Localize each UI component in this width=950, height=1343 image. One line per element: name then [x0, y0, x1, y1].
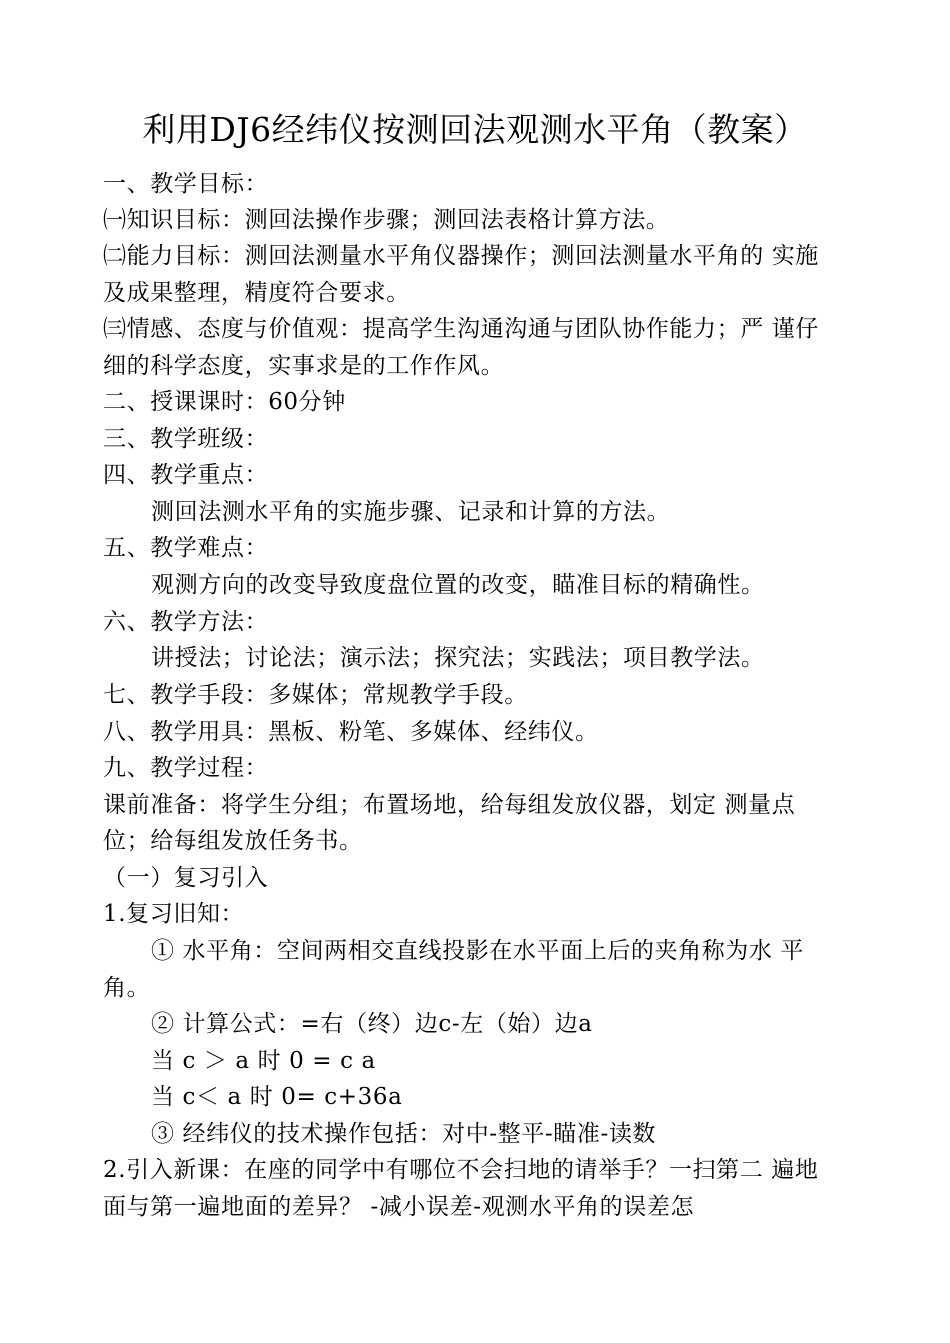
preparation-line-2: 位；给每组发放任务书。	[103, 828, 363, 854]
operation-steps: ③ 经纬仪的技术操作包括：对中-整平-瞄准-读数	[151, 1121, 657, 1147]
section-heading-difficulties: 五、教学难点：	[103, 535, 269, 561]
section-heading-process: 九、教学过程：	[103, 755, 269, 781]
knowledge-objective: ㈠知识目标：测回法操作步骤；测回法表格计算方法。	[103, 207, 670, 233]
attitude-objective-line-2: 细的科学态度，实事求是的工作作风。	[103, 353, 505, 379]
preparation-line-1: 课前准备：将学生分组；布置场地，给每组发放仪器，划定 测量点	[103, 792, 796, 818]
section-heading-class-hours: 二、授课课时：60分钟	[103, 389, 346, 415]
horizontal-angle-definition-line-1: ① 水平角：空间两相交直线投影在水平面上后的夹角称为水 平	[151, 938, 805, 964]
section-teaching-tools: 八、教学用具：黑板、粉笔、多媒体、经纬仪。	[103, 719, 599, 745]
new-lesson-intro-line-1: 2.引入新课：在座的同学中有哪位不会扫地的请举手？一扫第二 遍地	[103, 1157, 819, 1183]
review-heading: 1.复习旧知：	[103, 901, 245, 927]
section-heading-key-points: 四、教学重点：	[103, 462, 269, 488]
document-title: 利用DJ6经纬仪按测回法观测水平角（教案）	[142, 110, 808, 149]
ability-objective-line-1: ㈡能力目标：测回法测量水平角仪器操作；测回法测量水平角的 实施	[103, 243, 819, 269]
key-points-text: 测回法测水平角的实施步骤、记录和计算的方法。	[151, 499, 671, 525]
section-teaching-means: 七、教学手段：多媒体；常规教学手段。	[103, 682, 528, 708]
horizontal-angle-definition-line-2: 角。	[103, 975, 151, 1001]
subsection-review: （一）复习引入	[103, 865, 269, 891]
section-heading-class: 三、教学班级：	[103, 426, 269, 452]
formula-line: ② 计算公式：=右（终）边c-左（始）边a	[151, 1011, 593, 1037]
formula-case-1: 当 c ＞ a 时 0 = c a	[151, 1048, 376, 1074]
methods-text: 讲授法；讨论法；演示法；探究法；实践法；项目教学法。	[151, 645, 765, 671]
formula-case-2: 当 c＜ a 时 0= c+36a	[151, 1084, 403, 1110]
new-lesson-intro-line-2: 面与第一遍地面的差异？ -减小误差-观测水平角的误差怎	[103, 1194, 695, 1220]
attitude-objective-line-1: ㈢情感、态度与价值观：提高学生沟通沟通与团队协作能力；严 谨仔	[103, 316, 819, 342]
section-heading-methods: 六、教学方法：	[103, 609, 269, 635]
ability-objective-line-2: 及成果整理，精度符合要求。	[103, 280, 410, 306]
difficulties-text: 观测方向的改变导致度盘位置的改变，瞄准目标的精确性。	[151, 572, 765, 598]
section-heading-objectives: 一、教学目标：	[103, 171, 269, 197]
